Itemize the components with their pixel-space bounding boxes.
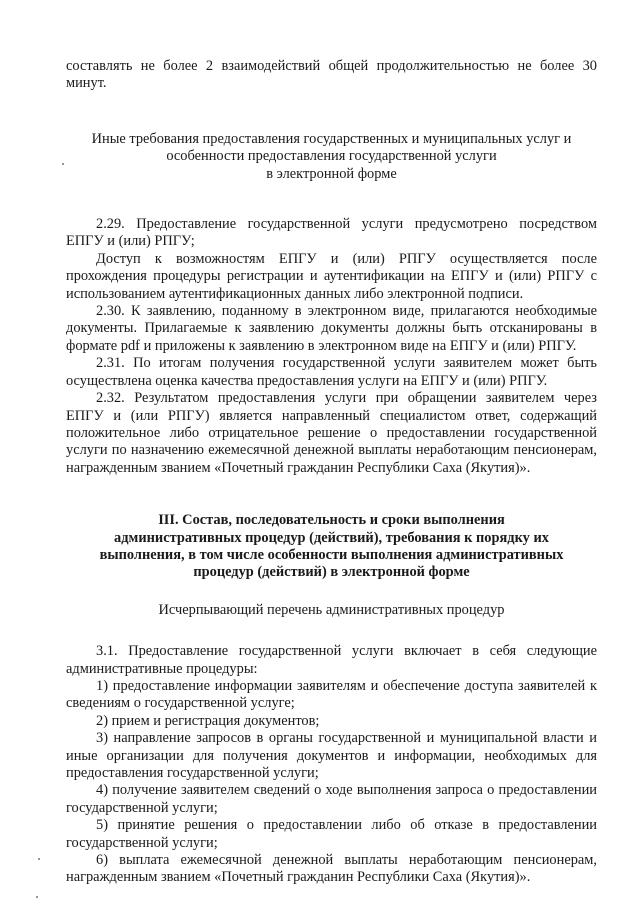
list-intro: 3.1. Предоставление государственной услуги включает в себя следующие административные процедуры: (66, 643, 597, 677)
paragraph-2-30: 2.30. К заявлению, поданному в электронном виде, прилагаются необходимые документы. Прилагаемые к заявлению документы должны быть отсканированы в формате pdf и приложены к заявлению в электронном виде на ЕПГУ и (или) РПГУ. (66, 303, 597, 354)
scan-speck (62, 163, 64, 165)
section-title-line: III. Состав, последовательность и сроки выполнения (158, 512, 505, 529)
intro-continuation: составлять не более 2 взаимодействий общей продолжительностью не более 30 минут. (66, 58, 597, 92)
subheading-line: Иные требования предоставления государственных и муниципальных услуг и (91, 130, 572, 147)
section-title-line: выполнения, в том числе особенности выполнения административных (99, 546, 564, 563)
paragraph-2-31: 2.31. По итогам получения государственной услуги заявителем может быть осуществлена оценка качества предоставления услуги на ЕПГУ и (или) РПГУ. (66, 355, 597, 389)
list-item: 1) предоставление информации заявителям и обеспечение доступа заявителей к сведениям о государственной услуге; (66, 677, 597, 712)
subheading-line: в электронной форме (266, 165, 397, 182)
list-heading: Исчерпывающий перечень административных процедур (158, 601, 505, 618)
list-item: 5) принятие решения о предоставлении либо об отказе в предоставлении государственной услуги; (66, 817, 597, 851)
paragraph-access: Доступ к возможностям ЕПГУ и (или) РПГУ осуществляется после прохождения процедуры регистрации и аутентификации на ЕПГУ и (или) РПГУ с использованием аутентификационных данных либо электронной подписи. (66, 250, 597, 302)
scan-speck (38, 858, 40, 860)
list-item: 3) направление запросов в органы государственной и муниципальной власти и иные организации для получения документов и информации, необходимых для предоставления государственной услуги; (66, 730, 597, 781)
subheading (66, 131, 597, 183)
list-item: 4) получение заявителем сведений о ходе выполнения запроса о предоставлении государственной услуги; (66, 782, 597, 816)
section-title-line: процедур (действий) в электронной форме (193, 564, 470, 581)
list-item: 2) прием и регистрация документов; (96, 712, 320, 729)
section-title (66, 512, 597, 582)
section-title-line: административных процедур (действий), требования к порядку их (114, 529, 549, 546)
paragraph-2-29: 2.29. Предоставление государственной услуги предусмотрено посредством ЕПГУ и (или) РПГУ; (66, 216, 597, 250)
scan-speck (36, 896, 38, 898)
paragraph-2-32: 2.32. Результатом предоставления услуги при обращении заявителем через ЕПГУ и (или РПГУ) является направленный специалистом ответ, содержащий положительное либо отрицательное решение о предоставлении государственной услуги по назначению ежемесячной денежной выплаты неработающим пенсионерам, награжденным званием «Почетный гражданин Республики Саха (Якутия)». (66, 390, 597, 476)
subheading-line: особенности предоставления государственной услуги (166, 148, 497, 165)
document-body (66, 58, 597, 887)
list-item: 6) выплата ежемесячной денежной выплаты неработающим пенсионерам, награжденным званием «Почетный гражданин Республики Саха (Якутия)». (66, 852, 597, 886)
